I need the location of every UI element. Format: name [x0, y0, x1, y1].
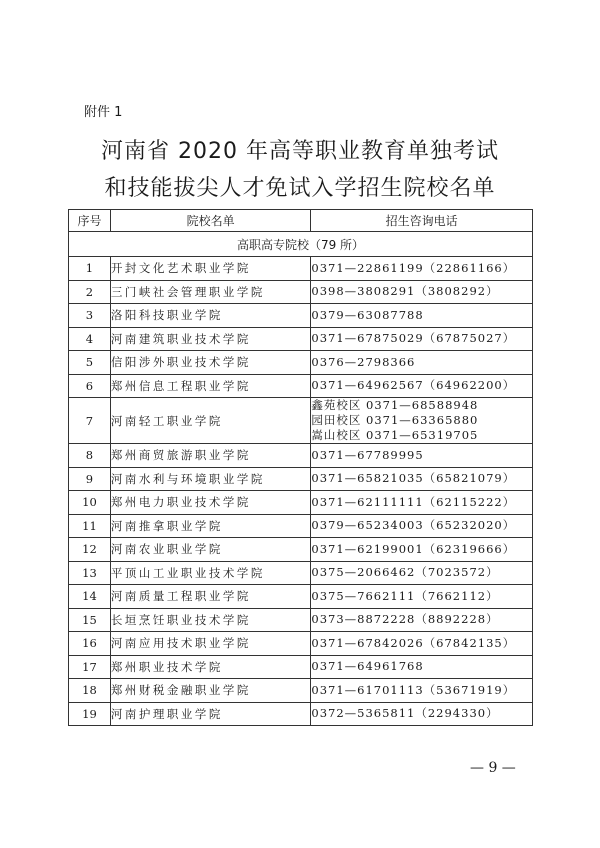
phone-cell — [311, 327, 533, 351]
document-title-line1: 河南省 2020 年高等职业教育单独考试 — [101, 139, 499, 164]
table-row — [69, 514, 533, 538]
row-index: 13 — [69, 561, 111, 585]
row-index: 3 — [69, 304, 111, 328]
school-name: 河南护理职业学院 — [110, 702, 310, 726]
school-name: 平顶山工业职业技术学院 — [110, 561, 310, 585]
phone-cell — [311, 655, 533, 679]
phone-number: 0371—65821035（65821079） — [311, 471, 516, 486]
phone-cell — [311, 538, 533, 562]
phone-number: 0376—2798366 — [311, 354, 416, 369]
table-row — [69, 561, 533, 585]
phone-number: 0398—3808291（3808292） — [311, 284, 499, 299]
phone-number: 0371—61701113（53671919） — [311, 682, 516, 697]
school-name: 郑州职业技术学院 — [110, 655, 310, 679]
header-school-name: 院校名单 — [110, 210, 310, 232]
row-index: 5 — [69, 351, 111, 375]
school-name: 信阳涉外职业技术学院 — [110, 351, 310, 375]
school-name: 河南水利与环境职业学院 — [110, 467, 310, 491]
school-list-table — [68, 209, 533, 726]
phone-number: 0372—5365811（2294330） — [311, 706, 499, 721]
table-row — [69, 444, 533, 468]
school-name: 三门峡社会管理职业学院 — [110, 280, 310, 304]
phone-cell — [311, 585, 533, 609]
phone-number: 0379—65234003（65232020） — [311, 518, 516, 533]
table-row — [69, 538, 533, 562]
phone-number: 0371—67875029（67875027） — [311, 331, 516, 346]
phone-cell — [311, 561, 533, 585]
phone-cell — [311, 257, 533, 281]
row-index: 8 — [69, 444, 111, 468]
school-name: 河南农业职业学院 — [110, 538, 310, 562]
school-name: 郑州信息工程职业学院 — [110, 374, 310, 398]
school-name: 洛阳科技职业学院 — [110, 304, 310, 328]
table-row — [69, 327, 533, 351]
table-row — [69, 374, 533, 398]
phone-number: 0371—22861199（22861166） — [311, 260, 516, 275]
header-index: 序号 — [69, 210, 111, 232]
school-name: 开封文化艺术职业学院 — [110, 257, 310, 281]
table-row — [69, 280, 533, 304]
row-index: 4 — [69, 327, 111, 351]
phone-cell — [311, 374, 533, 398]
table-row — [69, 351, 533, 375]
table-row — [69, 398, 533, 444]
table-row — [69, 679, 533, 703]
table-header-row — [69, 210, 533, 232]
phone-number: 0371—62111111（62115222） — [311, 494, 516, 509]
phone-cell — [311, 304, 533, 328]
phone-number: 0371—64962567（64962200） — [311, 378, 516, 393]
phone-cell — [311, 398, 533, 444]
table-row — [69, 702, 533, 726]
row-index: 10 — [69, 491, 111, 515]
phone-number: 0371—67789995 — [311, 447, 424, 462]
table-row — [69, 467, 533, 491]
section-title: 高职高专院校（79 所） — [69, 232, 533, 257]
row-index: 18 — [69, 679, 111, 703]
row-index: 12 — [69, 538, 111, 562]
attachment-label: 附件 1 — [84, 105, 123, 120]
row-index: 16 — [69, 632, 111, 656]
school-name: 长垣烹饪职业技术学院 — [110, 608, 310, 632]
phone-number: 鑫苑校区 0371—68588948 — [311, 398, 479, 412]
phone-number: 0371—62199001（62319666） — [311, 541, 516, 556]
table-row — [69, 585, 533, 609]
phone-cell — [311, 702, 533, 726]
table-row — [69, 632, 533, 656]
row-index: 17 — [69, 655, 111, 679]
phone-cell — [311, 280, 533, 304]
row-index: 19 — [69, 702, 111, 726]
school-name: 河南轻工职业学院 — [110, 398, 310, 444]
document-title-line2: 和技能拔尖人才免试入学招生院校名单 — [104, 176, 496, 201]
row-index: 7 — [69, 398, 111, 444]
school-name: 河南质量工程职业学院 — [110, 585, 310, 609]
table-row — [69, 491, 533, 515]
phone-number: 0371—67842026（67842135） — [311, 635, 516, 650]
phone-number: 0379—63087788 — [311, 307, 424, 322]
table-row — [69, 304, 533, 328]
phone-number: 0375—2066462（7023572） — [311, 565, 499, 580]
phone-number: 嵩山校区 0371—65319705 — [311, 428, 479, 442]
table-row — [69, 655, 533, 679]
phone-number: 园田校区 0371—63365880 — [311, 413, 479, 427]
school-name: 河南应用技术职业学院 — [110, 632, 310, 656]
phone-cell — [311, 514, 533, 538]
phone-number: 0371—64961768 — [311, 659, 424, 674]
phone-cell — [311, 444, 533, 468]
section-row — [69, 232, 533, 257]
school-name: 郑州商贸旅游职业学院 — [110, 444, 310, 468]
phone-number: 0373—8872228（8892228） — [311, 612, 499, 627]
page-number: — 9 — — [470, 760, 516, 776]
phone-cell — [311, 491, 533, 515]
row-index: 15 — [69, 608, 111, 632]
row-index: 14 — [69, 585, 111, 609]
school-name: 河南推拿职业学院 — [110, 514, 310, 538]
school-name: 河南建筑职业技术学院 — [110, 327, 310, 351]
row-index: 11 — [69, 514, 111, 538]
row-index: 1 — [69, 257, 111, 281]
phone-cell — [311, 679, 533, 703]
phone-cell — [311, 632, 533, 656]
phone-cell — [311, 608, 533, 632]
row-index: 2 — [69, 280, 111, 304]
phone-cell — [311, 467, 533, 491]
school-name: 郑州电力职业技术学院 — [110, 491, 310, 515]
table-row — [69, 257, 533, 281]
row-index: 6 — [69, 374, 111, 398]
phone-number: 0375—7662111（7662112） — [311, 588, 499, 603]
school-name: 郑州财税金融职业学院 — [110, 679, 310, 703]
phone-cell — [311, 351, 533, 375]
header-phone: 招生咨询电话 — [311, 210, 533, 232]
row-index: 9 — [69, 467, 111, 491]
table-row — [69, 608, 533, 632]
